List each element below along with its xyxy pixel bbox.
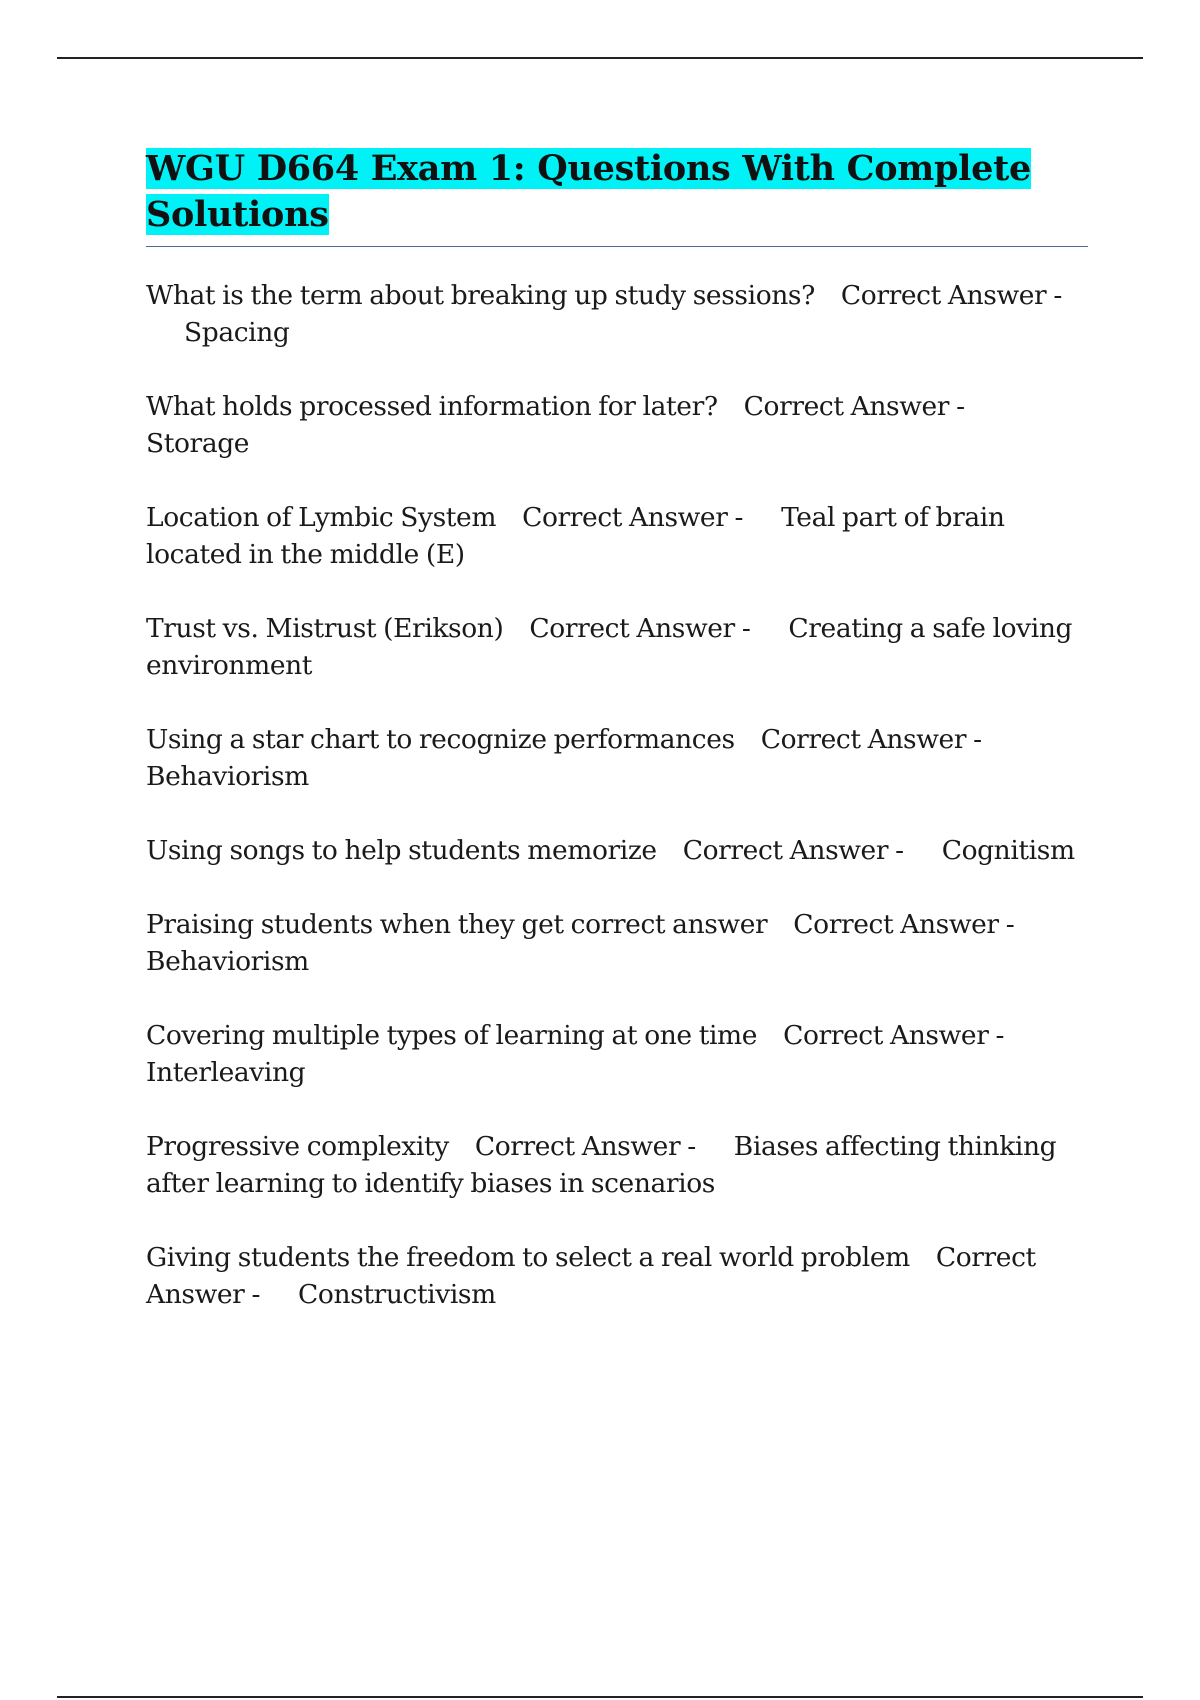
answer-text: Cognitism: [941, 835, 1075, 866]
qa-item: [146, 277, 1088, 351]
answer-text: Teal part of brain located in the middle (E): [146, 502, 1005, 570]
title-highlight: WGU D664 Exam 1: Questions With Complete Solutions: [146, 148, 1031, 235]
question-text: What is the term about breaking up study sessions?: [146, 280, 815, 311]
title-block: [146, 146, 1088, 247]
answer-label: Correct Answer -: [522, 502, 744, 533]
question-text: Covering multiple types of learning at one time: [146, 1020, 758, 1051]
answer-label: Correct Answer -: [793, 909, 1015, 940]
qa-item: [146, 1017, 1088, 1091]
answer-text: Creating a safe loving environment: [146, 613, 1073, 681]
top-rule: [57, 57, 1143, 59]
question-text: Using songs to help students memorize: [146, 835, 657, 866]
answer-text: Constructivism: [298, 1279, 496, 1310]
question-text: Using a star chart to recognize performances: [146, 724, 735, 755]
document-body: [146, 146, 1088, 1350]
qa-item: [146, 906, 1088, 980]
question-text: Location of Lymbic System: [146, 502, 497, 533]
answer-label: Correct Answer -: [682, 835, 904, 866]
answer-label: Correct Answer -: [146, 1242, 1036, 1310]
answer-text: Behaviorism: [146, 946, 309, 977]
question-text: Trust vs. Mistrust (Erikson): [146, 613, 504, 644]
question-text: Praising students when they get correct answer: [146, 909, 768, 940]
answer-label: Correct Answer -: [760, 724, 982, 755]
answer-text: Behaviorism: [146, 761, 309, 792]
qa-item: [146, 1239, 1088, 1313]
answer-label: Correct Answer -: [840, 280, 1062, 311]
answer-label: Correct Answer -: [783, 1020, 1005, 1051]
qa-item: [146, 499, 1088, 573]
answer-text: Storage: [146, 428, 250, 459]
bottom-rule: [57, 1696, 1143, 1698]
question-text: Progressive complexity: [146, 1131, 449, 1162]
qa-item: [146, 721, 1088, 795]
question-text: Giving students the freedom to select a real world problem: [146, 1242, 910, 1273]
qa-item: [146, 1128, 1088, 1202]
question-text: What holds processed information for later?: [146, 391, 718, 422]
page-title: [146, 146, 1088, 238]
answer-label: Correct Answer -: [529, 613, 751, 644]
answer-label: Correct Answer -: [474, 1131, 696, 1162]
answer-label: Correct Answer -: [743, 391, 965, 422]
answer-text: Interleaving: [146, 1057, 306, 1088]
answer-text: Spacing: [184, 317, 290, 348]
qa-item: [146, 832, 1088, 869]
qa-item: [146, 610, 1088, 684]
answer-text: Biases affecting thinking after learning to identify biases in scenarios: [146, 1131, 1057, 1199]
qa-list: [146, 277, 1088, 1313]
qa-item: [146, 388, 1088, 462]
